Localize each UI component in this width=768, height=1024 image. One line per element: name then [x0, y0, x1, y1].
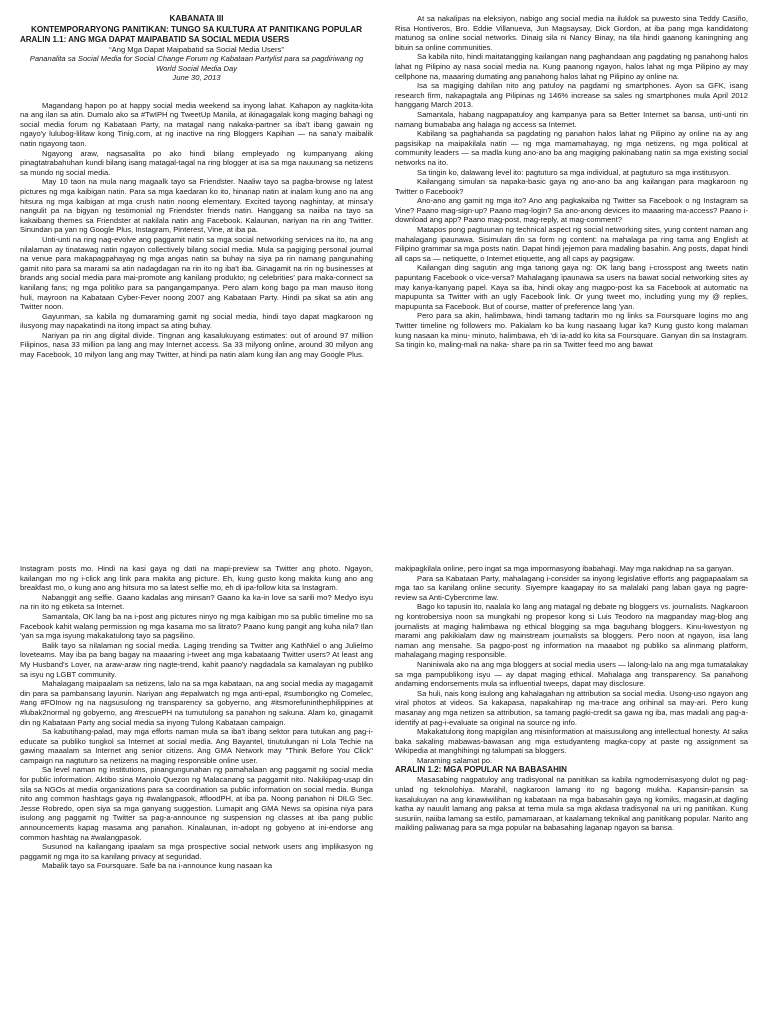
lesson-title: ARALIN 1.1: ANG MGA DAPAT MAIPABATID SA SOCIAL MEDIA USERS: [20, 35, 290, 44]
paragraph: Kailangang simulan sa napaka-basic gaya ng ano-ano ba ang kailangan para magkaroon ng Twitter o Facebook?: [395, 177, 748, 196]
bottom-right-column: [395, 564, 748, 1024]
speech-header: [20, 45, 373, 83]
paragraph: Mahalagang maipaalam sa netizens, lalo na sa mga kabataan, na ang social media ay magagamit din para sa pambansang layunin. Nariyan ang #epalwatch ng mga anti-epal, #sumbongko ng Comelec, #ang #FOInow ng na nagsusulong ng transparency sa gobyerno, ang #itsmorefuninthephilippines at #lubak2normal ng gobyerno, ang #rescuePH na tumutulong sa panahon ng sakuna. Alam ko, ginagamit din ng Kabataan Party ang social media sa inyong Tulong Kabataan campaign.: [20, 679, 373, 727]
speech-date: June 30, 2013: [172, 73, 221, 83]
bottom-page: [0, 512, 768, 1024]
paragraph: Samantala, OK lang ba na i-post ang pictures ninyo ng mga kaibigan mo sa public timeline mo sa Facebook kahit walang permission ng mga kasama mo sa litrato? Paano kung pangit ang kuha nila? Ilan 'yan sa mga isyung makakatulong tayo sa pagsilino.: [20, 611, 373, 641]
top-left-column: [20, 14, 373, 508]
paragraph: Susunod na kailangang ipaalam sa mga prospective social network users ang implikasyon ng paggamit ng mga ito sa kanilang privacy at seguridad.: [20, 842, 373, 861]
paragraph: Ano-ano ang gamit ng mga ito? Ano ang pagkakaiba ng Twitter sa Facebook o ng Instagram sa Vine? Paano mag-sign-up? Paano mag-login? Sa ano-anong devices ito maaaring ma-access? Paano i-download ang app? Paano mag-post, mag-reply, at mag-comment?: [395, 196, 748, 225]
paragraph: Gayunman, sa kabila ng dumaraming gamit ng social media, hindi tayo dapat magkaroon ng ilusyong may napakatindi na itong impact sa ating buhay.: [20, 311, 373, 331]
paragraph: Isa sa magiging dahilan nito ang patuloy na pagdami ng smartphones. Ayon sa GFK, isang research firm, nakapagtala ang Pilipinas ng 146% increase sa sales ng smartphones mula April 2012 hanggang March 2013.: [395, 81, 748, 110]
chapter-title: KONTEMPORARYONG PANITIKAN: TUNGO SA KULTURA AT PANITIKANG POPULAR: [30, 24, 363, 34]
paragraph: Unti-unti na ring nag-evolve ang paggamit natin sa mga social networking services na ito, na ang nilalaman ay tinatawag natin ngayon collectively bilang social media. Mula sa pagiging personal journal na venue para makapagpahayag ng mga angas natin sa buhay na siya pa rin namang pangunahing gamit nito para sa marami sa atin nadagdagan na rin ito ng iba't iba. Ginagamit na rin ng businesses at brands ang social media para mai-promote ang kanilang produkto; ng celebrities' para maka-connect sa kanilang fans; ng mga politiko para sa pangangampanya. Pero alam kong bago pa man mauso itong huli, mayroon na Kabataan Cyber-Fever noong 2007 ang Kabataan Party. Hindi pa sikat sa atin ang Twitter noon.: [20, 234, 373, 312]
top-right-column: [395, 14, 748, 508]
paragraph: Para sa Kabataan Party, mahalagang i-consider sa inyong legislative efforts ang pagpapaalam sa mga tao sa kanilang online security. Siyempre kaagapay ito sa malalaki pang laban gaya ng pagre-review sa Anti-Cybercrime law.: [395, 573, 748, 602]
paragraph: Kabilang sa paghahanda sa pagdating ng panahon halos lahat ng Pilipino ay online na ay ang pagsisikap na maipakilala natin — ng mga mamamahayag, ng mga netizens, ng mga political at community leaders — sa madla kung ano-ano ba ang magiging pakinabang natin sa mga existing social networks na ito.: [395, 129, 748, 167]
lesson-title: ARALIN 1.2: MGA POPULAR NA BABASAHIN: [395, 765, 567, 775]
paragraph: Masasabing nagpatuloy ang tradisyonal na panitikan sa kabila ngmodernisasyong dulot ng pag-unlad ng teknolohiya. Marahil, nagkaroon lamang ito ng bagong mukha. Kapansin-pansin sa kasalukuyan na ang kinawiwilihan ng kabataan na mga babasahin gaya ng komiks, magasin,at dagling katha ay nauulit lamang ang paksa at tema mula sa mga akdasa tradisyonal na uri ng panitikan. Kung susuriin, naiiba lamang sa estilo, pamamaraan, at kaalamang teknikal ang panitikang popular. Narito ang maikling paliwanag para sa mga popular na babasahing laganap ngayon sa bansa.: [395, 775, 748, 833]
paragraph: At sa nakalipas na eleksiyon, nabigo ang social media na iluklok sa puwesto sina Teddy Casiño, Risa Hontiveros, Bro. Eddie Villanueva, Jun Magsaysay, Dick Gordon, at iba pang mga kandidatong matunog sa online social networks. Dinaig sila ni Nancy Binay, na tila hindi gaanong kaningning ang bituin sa online communities.: [395, 14, 748, 52]
chapter-label: KABANATA III: [169, 14, 224, 23]
paragraph: Sa tingin ko, dalawang level ito: pagtuturo sa mga individual, at pagtuturo sa mga institusyon.: [417, 167, 731, 177]
paragraph: Sa huli, nais kong isulong ang kahalagahan ng attribution sa social media. Usong-uso ngayon ang viral photos at videos. Sa kakapasa, napakahirap ng ma-trace ang orihinal sa may-ari. Pero kung masanay ang mga netizen sa attribution, sa tamang pagki-credit sa gawa ng iba, mas madali ang pag-a- identify at pag-i-evaluate sa original na source ng info.: [395, 688, 748, 727]
paragraph: Mabalik tayo sa Foursquare. Safe ba na i-announce kung nasaan ka: [42, 861, 273, 871]
paragraph: Sa kabutihang-palad, may mga efforts naman mula sa iba't ibang sektor para tutukan ang pag-i-educate sa publiko tungkol sa Internet at social media. Ang Bayantel, tinutulungan ni Lola Techie na gawing maaalam sa Internet ang senior citizens. Ang GMA Network may "Think Before You Click" campaign na nagtuturo sa netizens na maging responsible online user.: [20, 727, 373, 765]
paragraph: Naniniwala ako na ang mga bloggers at social media users — lalong-lalo na ang mga tumatalakay sa mga pampublikong isyu — ay dapat maging ethical. Mahalaga ang transparency. Sa panahong andaming endorsements mula sa influential tweeps, dapat may disclosure.: [395, 659, 748, 689]
paragraph: Makakatulong itong mapigilan ang misinformation at maisusulong ang intellectual honesty. At saka baka sakaling mabawas-bawasan ang mga estudyanteng magka-copy at paste ng assignment sa Wikipedia at manghihingi ng talumpati sa bloggers.: [395, 727, 748, 756]
paragraph: Instagram posts mo. Hindi na kasi gaya ng dati na mapi-preview sa Twitter ang photo. Ngayon, kailangan mo ng i-click ang link para makita ang picture. Eh, kung gusto kong makita kung ano ang breakfast mo, o kung ano ang hitsura mo sa latest selfie mo, eh di ipa-follow kita sa Instagram.: [20, 564, 373, 593]
paragraph: Pero para sa akin, halimbawa, hindi tamang tadtarin mo ng links sa Foursquare logins mo ang Twitter timeline ng followers mo. Pakialam ko ba kung nasaang lugar ka? Kung gusto kong malaman kung nasaan ka minu- minuto, halimbawa, eh 'di ia-add ko kita sa Foursquare. Ganyan din sa Instagram. Sa tingin ko, maling-mali na naka- share pa rin sa Twitter feed mo ang bawat: [395, 311, 748, 350]
paragraph: Nabanggit ang selfie. Gaano kadalas ang minsan? Gaano ka ka-in love sa sarili mo? Medyo isyu na rin ito ng etiketa sa Internet.: [20, 592, 373, 612]
paragraph: Magandang hapon po at happy social media weekend sa inyong lahat. Kahapon ay nagkita-kita na ang ilan sa atin. Dumalo ako sa #TwIPH ng TweetUp Manila, at ikinagagalak kong maging bahagi ng social media forum ng Kabataan Party, na matagal nang nakaka-partner sa iba't ibang gawain ng ngayo'y lulubog-lilitaw kong Tinig.com, at ng inactive na ring Bloggers Kapihan — na sana'y maibalik natin ngayong taon.: [20, 100, 373, 148]
paragraph: Bago ko tapusin ito, naalala ko lang ang matagal ng debate ng bloggers vs. journalists. Nagkaroon ng kontrobersiya noon sa mungkahi ng propesor kong si Luis Teodoro na magpanday mag-blog ang journalists at maging halimbawa ng ethical blogging sa mga baguhang bloggers. Kinu-kwestyon ng marami ang pakikialam daw ng mainstream journalists sa bloggers. Pero noon at ngayon, iisa lang naman ang mensahe. Sa pagpo-post ng information na maaabot ng publiko sa alinmang platform, mahalagang maging responsible.: [395, 602, 748, 660]
paragraph: Maraming salamat po.: [417, 755, 493, 765]
paragraph: Ngayong araw, nagsasalita po ako hindi bilang empleyado ng kumpanyang aking pinagtatrabahuhan kundi bilang isang matagal-tagal na ring blogger at isa sa mga nauunang sa netizens sa mundo ng social media.: [20, 148, 373, 177]
paragraph: Sa level naman ng institutions, pinangungunahan ng pamahalaan ang paggamit ng social media for public information. Aktibo sina Manolo Quezon ng Malacanang sa paggamit nito. Nakikipag-usap din sila sa NGOs at media organizations para sa coordination sa public information on social media. Bunga nito ang common hashtags gaya ng #walangpasok, #floodPH, at iba pa. Noong panahon ni DILG Sec. Jesse Robredo, open siya sa mga ganyang suggestion. Lumapit ang GMA News sa opisina niya para isulong ang paggamit ng Twitter sa pag-a-announce ng suspension ng classes at iba pang public announcements kapag masama ang panahon. Kinalaunan, in-adopt ng gobyeno at ini-endorse ang common hashtag na #walangpasok.: [20, 765, 373, 842]
paragraph: Sa kabila nito, hindi maitatangging kailangan nang paghandaan ang pagdating ng panahong halos lahat ng Pilipino ay nasa social media na. Kung paanong ngayon, halos lahat ng mga Pilipino ay may cellphone na, maaaring dumating ang panahong halos lahat ng Pilipino ay online na.: [395, 52, 748, 81]
speech-occasion: Pananalita sa Social Media for Social Change Forum ng Kabataan Partylist para sa pagdiriwang ng World Social Media Day: [29, 54, 364, 73]
paragraph: Nariyan pa rin ang digital divide. Tingnan ang kasalukuyang estimates: out of around 97 million Filipinos, nasa 33 million pa lang ang may Internet access. Sa 33 milyong online, around 30 milyon ang may Facebook, 10 milyon lang ang may Twitter, at hindi pa natin alam kung ilan ang may Google Plus.: [20, 330, 373, 360]
paragraph: makipagkilala online, pero ingat sa mga impormasyong ibabahagi. May mga nakidnap na sa ganyan.: [395, 564, 734, 573]
paragraph: Kailangan ding sagutin ang mga tanong gaya ng: OK lang bang i-crosspost ang tweets natin papuntang Facebook o vice-versa? Mahalagang ipaunawa sa users na bawat social networking sites ay may kanya-kanyang papel. Kaya sa iba, hindi okay ang magpo-post ka sa Facebook at automatic na mapupunta sa Twitter with an ugly Facebook link. Or yung tweet mo, including yung my @ replies, mapupunta sa Facebook. But of course, matter of preference lang 'yan.: [395, 263, 748, 311]
speech-title: “Ang Mga Dapat Maipabatid sa Social Media Users”: [109, 45, 284, 54]
paragraph: May 10 taon na mula nang magaalk tayo sa Friendster. Naaliw tayo sa pagba-browse ng latest pictures ng mga kaibigan natin. Para sa mga kaedaran ko ito, hinanap natin at inalam kung ano na ang hitsura ng mga kaibigan at mga crush natin noong elementary. Excited tayong naghintay, at minsa'y nangulit pa na bigyan ng testimonial ng Friendster friends natin. Hanggang sa naiiba na tayo sa kakaibang themes sa Friendster at nakilala natin ang Facebook. Kalaunan, nariyan na rin ang Twitter. Sinundan pa yan ng Google Plus, Instagram, Pinterest, Vine, at iba pa.: [20, 177, 373, 235]
paragraph: Matapos pong pagtuunan ng technical aspect ng social networking sites, yung content naman ang mahalagang ipaunawa. Sisimulan din sa form ng content: na mahalaga pa ring tama ang English at Filipino grammar sa mga posts natin. Dapat hindi jejemon para madaling basahin. Ang posts, dapat hindi all caps sa — netiquette, o Internet etiquette, ang all caps ay pagsigaw.: [395, 225, 748, 263]
paragraph: Samantala, habang nagpapatuloy ang kampanya para sa Better Internet sa bansa, unti-unti rin namang bumababa ang halaga ng access sa Internet.: [395, 109, 748, 129]
paragraph: Balik tayo sa nilalaman ng social media. Laging trending sa Twitter ang KathNiel o ang Julielmo loveteams. May iba pa bang bagay na maaaring i-tweet ang mga kabataang Twitter users? At least ang My Husband's Lover, na araw-araw ring nagte-trend, kahit paano'y nagdadala sa kamalayan ng publiko sa isyu ng LGBT community.: [20, 640, 373, 679]
bottom-left-column: [20, 564, 373, 1024]
